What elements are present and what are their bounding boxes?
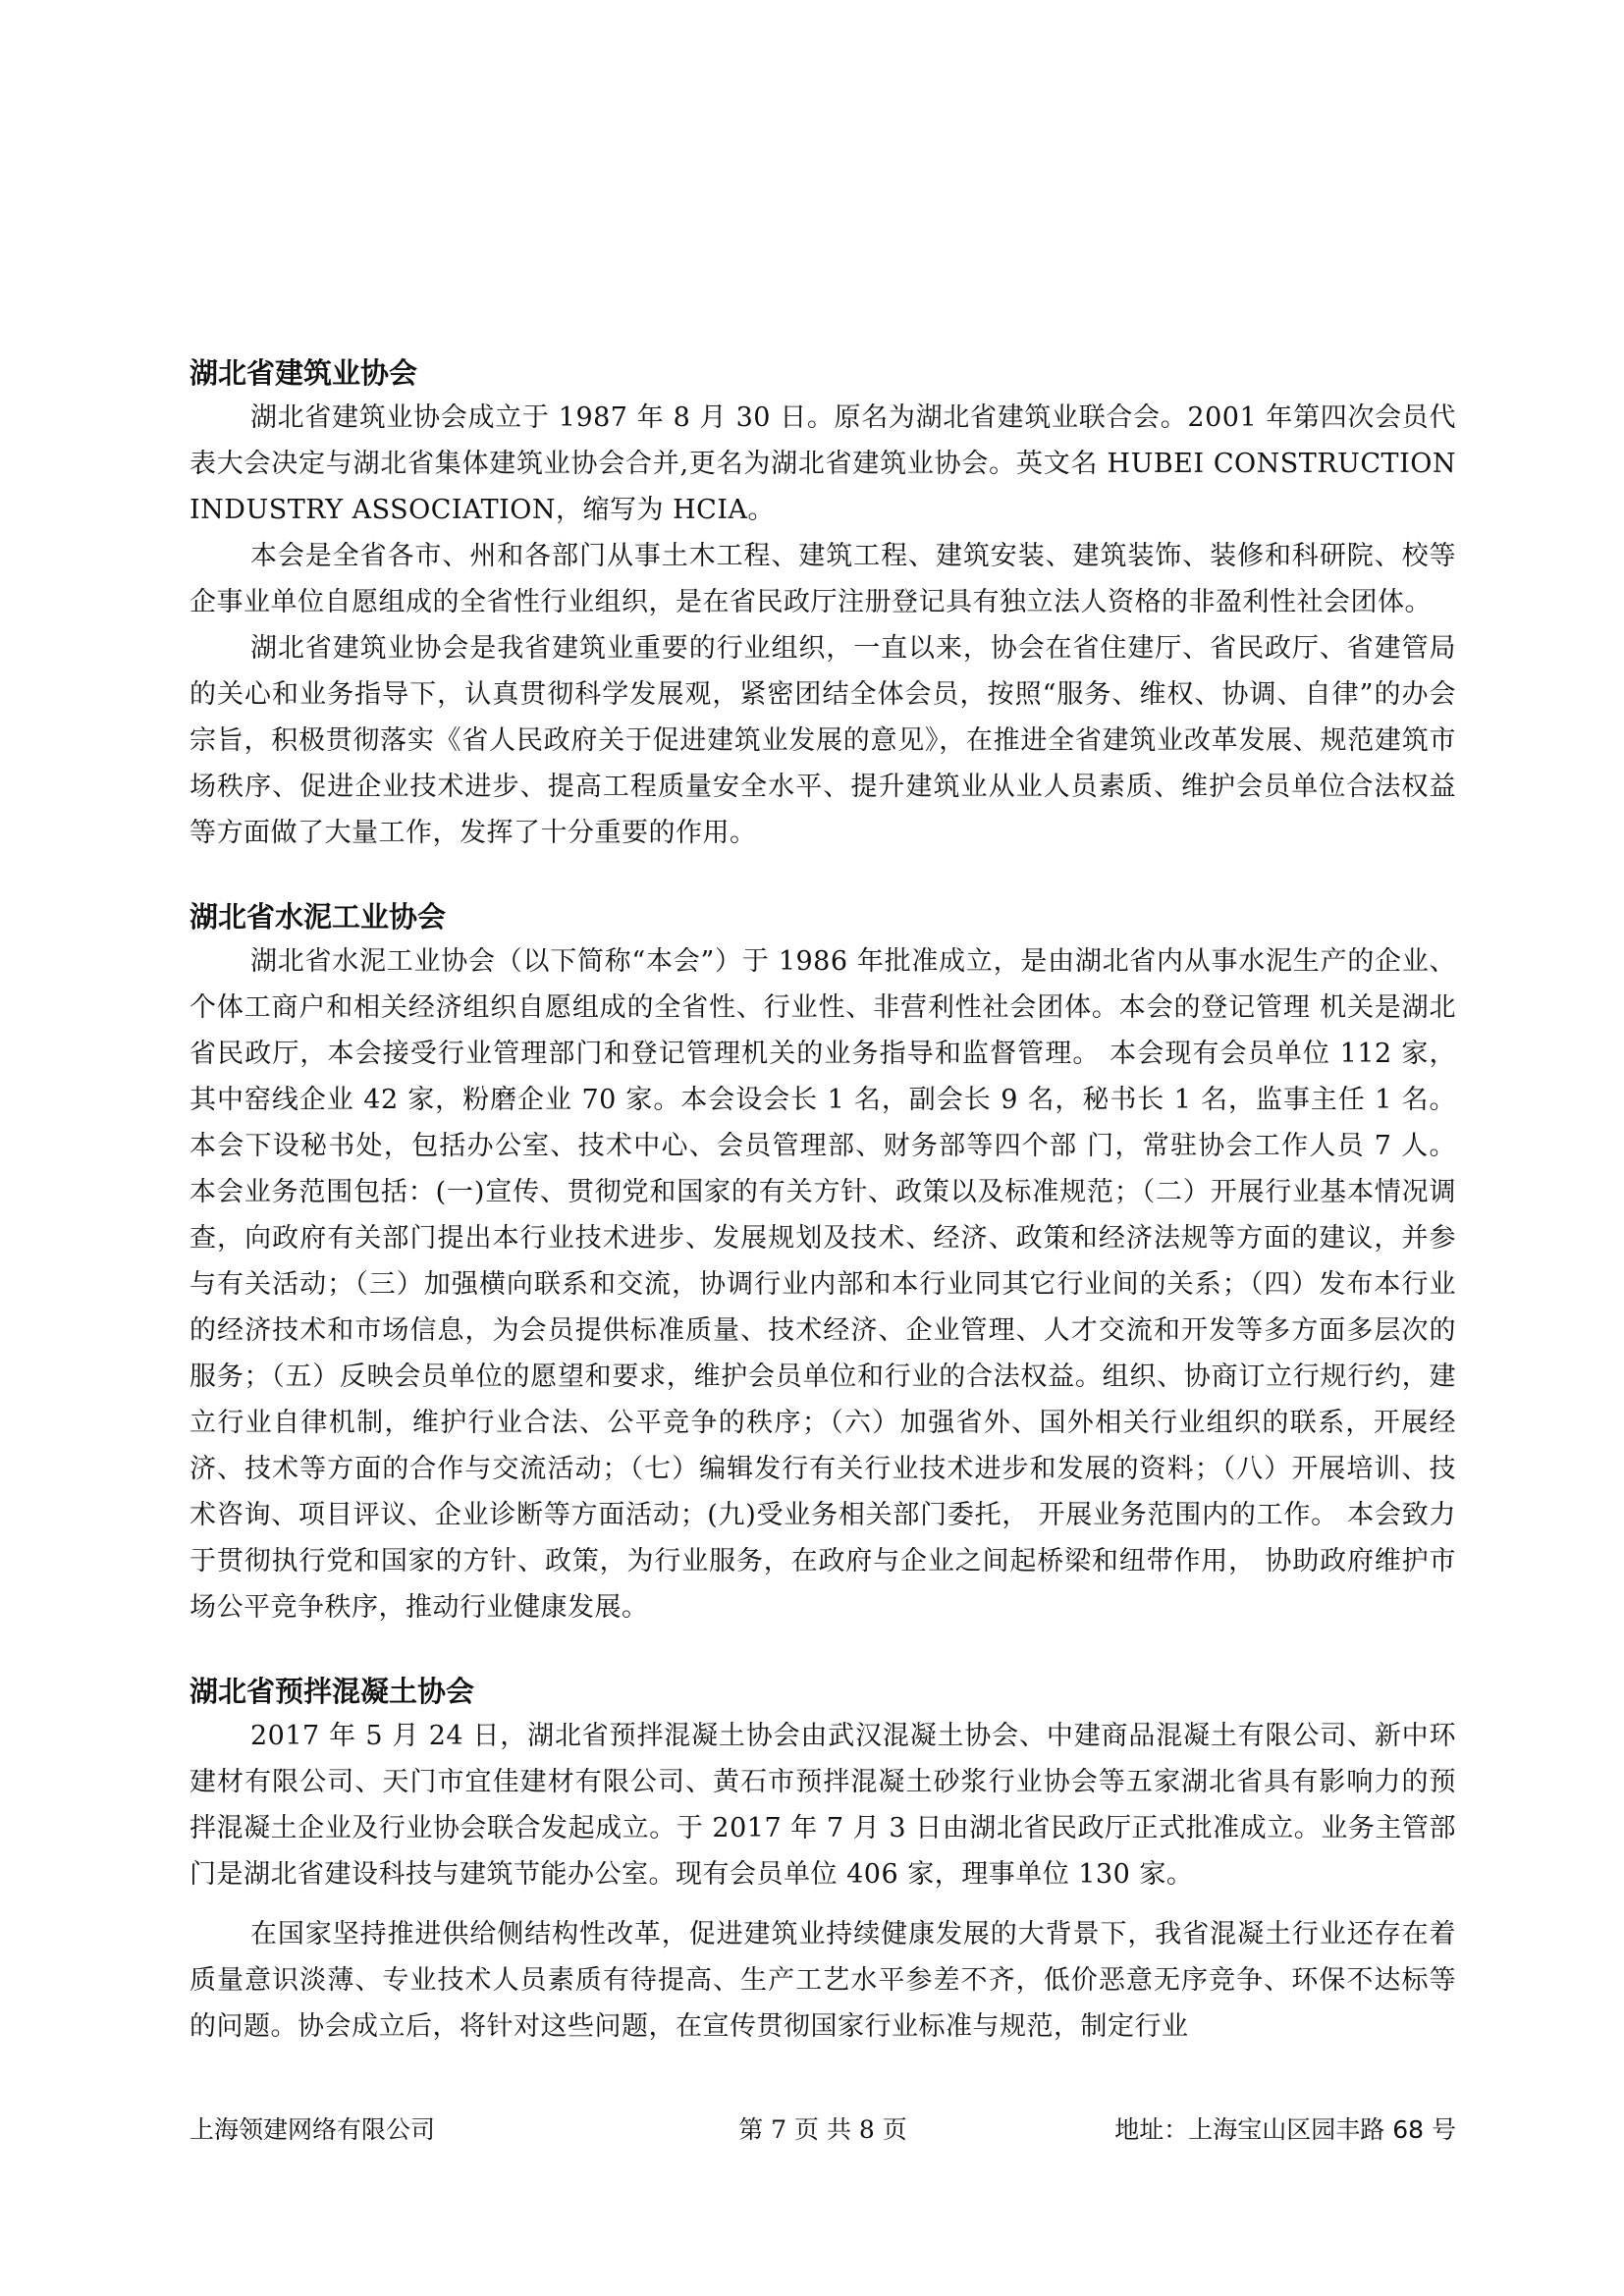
section-construction-association [189,351,1456,856]
section-concrete-association [189,1670,1456,2050]
page-footer [189,2110,1456,2150]
section-paragraph: 本会是全省各市、州和各部门从事土木工程、建筑工程、建筑安装、建筑装饰、装修和科研院、校等企事业单位自愿组成的全省性行业组织，是在省民政厅注册登记具有独立法人资格的非盈利性社会团体。 [189,541,1456,617]
footer-page-number: 第 7 页 共 8 页 [738,2115,907,2144]
section-paragraph: 湖北省建筑业协会成立于 1987 年 8 月 30 日。原名为湖北省建筑业联合会。2001 年第四次会员代表大会决定与湖北省集体建筑业协会合并,更名为湖北省建筑业协会。英文名 HUBEI CONSTRUCTION INDUSTRY ASSOCIATION，缩写为 HCIA。 [189,402,1456,525]
section-cement-association [189,895,1456,1630]
footer-company: 上海领建网络有限公司 [189,2115,436,2144]
section-paragraph: 湖北省建筑业协会是我省建筑业重要的行业组织，一直以来，协会在省住建厅、省民政厅、省建管局的关心和业务指导下，认真贯彻科学发展观，紧密团结全体会员，按照“服务、维权、协调、自律”的办会宗旨，积极贯彻落实《省人民政府关于促进建筑业发展的意见》，在推进全省建筑业改革发展、规范建筑市场秩序、促进企业技术进步、提高工程质量安全水平、提升建筑业从业人员素质、维护会员单位合法权益等方面做了大量工作，发挥了十分重要的作用。 [189,633,1456,848]
section-paragraph: 湖北省水泥工业协会（以下简称“本会”）于 1986 年批准成立，是由湖北省内从事水泥生产的企业、个体工商户和相关经济组织自愿组成的全省性、行业性、非营利性社会团体。本会的登记管理 机关是湖北省民政厅，本会接受行业管理部门和登记管理机关的业务指导和监督管理。 本会现有会员单位 112 家，其中窑线企业 42 家，粉磨企业 70 家。本会设会长 1 名，副会长 9 名，秘书长 1 名，监事主任 1 名。本会下设秘书处，包括办公室、技术中心、会员管理部、财务部等四个部 门，常驻协会工作人员 7 人。 本会业务范围包括：(一)宣传、贯彻党和国家的有关方针、政策以及标准规范；（二）开展行业基本情况调查，向政府有关部门提出本行业技术进步、发展规划及技术、经济、政策和经济法规等方面的建议，并参与有关活动；（三）加强横向联系和交流，协调行业内部和本行业同其它行业间的关系；（四）发布本行业的经济技术和市场信息，为会员提供标准质量、技术经济、企业管理、人才交流和开发等多方面多层次的服务；（五）反映会员单位的愿望和要求，维护会员单位和行业的合法权益。组织、协商订立行规行约，建立行业自律机制，维护行业合法、公平竞争的秩序；（六）加强省外、国外相关行业组织的联系，开展经济、技术等方面的合作与交流活动；（七）编辑发行有关行业技术进步和发展的资料；（八）开展培训、技术咨询、项目评议、企业诊断等方面活动；(九)受业务相关部门委托， 开展业务范围内的工作。 本会致力于贯彻执行党和国家的方针、政策，为行业服务，在政府与企业之间起桥梁和纽带作用， 协助政府维护市场公平竞争秩序，推动行业健康发展。 [189,946,1456,1623]
section-heading: 湖北省建筑业协会 [189,356,418,390]
section-paragraph: 2017 年 5 月 24 日，湖北省预拌混凝土协会由武汉混凝土协会、中建商品混凝土有限公司、新中环建材有限公司、天门市宜佳建材有限公司、黄石市预拌混凝土砂浆行业协会等五家湖北省具有影响力的预拌混凝土企业及行业协会联合发起成立。于 2017 年 7 月 3 日由湖北省民政厅正式批准成立。业务主管部门是湖北省建设科技与建筑节能办公室。现有会员单位 406 家，理事单位 130 家。 [189,1721,1456,1890]
section-heading: 湖北省预拌混凝土协会 [189,1675,475,1708]
document-body [189,351,1456,2089]
section-paragraph: 在国家坚持推进供给侧结构性改革，促进建筑业持续健康发展的大背景下，我省混凝土行业还存在着质量意识淡薄、专业技术人员素质有待提高、生产工艺水平参差不齐，低价恶意无序竞争、环保不达标等的问题。协会成立后，将针对这些问题，在宣传贯彻国家行业标准与规范，制定行业 [189,1919,1456,2042]
footer-address: 地址：上海宝山区园丰路 68 号 [1114,2115,1456,2144]
section-heading: 湖北省水泥工业协会 [189,900,447,934]
